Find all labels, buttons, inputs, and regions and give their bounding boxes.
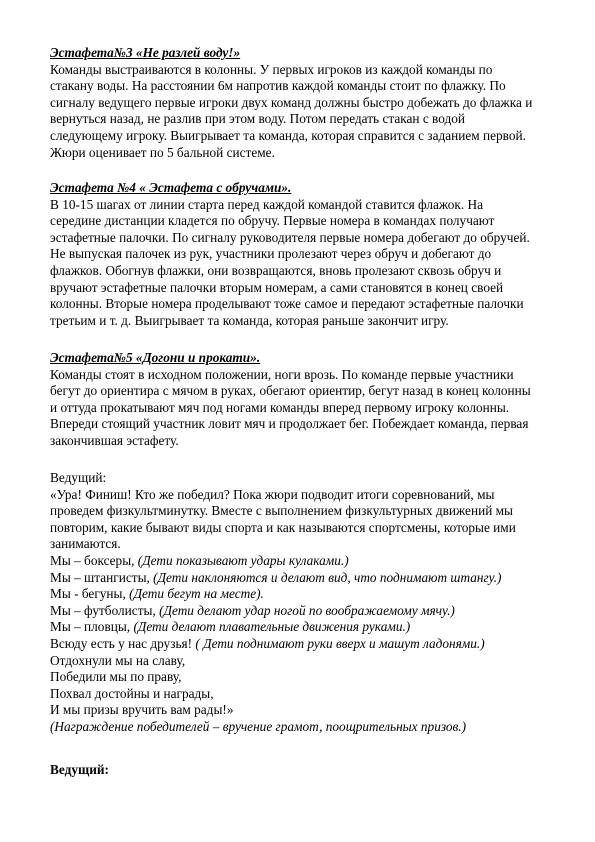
- move-action: ( Дети поднимают руки вверх и машут ладонями.): [195, 635, 485, 651]
- verse-line: Победили мы по праву,: [50, 669, 182, 685]
- relay-4-line: флажков. Обогнув флажки, они возвращаются, вновь пролезают сквозь обруч и: [50, 262, 502, 278]
- host-intro-line: проведем физкультминутку. Вместе с выполнением физкультурных движений мы: [50, 503, 513, 519]
- final-host-heading: Ведущий:: [50, 762, 109, 777]
- relay-3-line: Команды выстраиваются в колонны. У первых игроков из каждой команды по: [50, 61, 493, 77]
- move-line: [50, 619, 565, 636]
- relay-5-section: [50, 350, 565, 450]
- relay-5-line: Команды стоят в исходном положении, ноги врозь. По команде первые участники: [50, 366, 514, 382]
- verse-line: И мы призы вручить вам рады!»: [50, 702, 234, 718]
- move-line: [50, 586, 565, 603]
- relay-5-line: Впереди стоящий участник ловит мяч и продолжает бег. Побеждает команда, первая: [50, 416, 529, 432]
- relay-4-line: вручают эстафетные палочки вторым номерам, а сами становятся в конец своей: [50, 279, 504, 295]
- move-text: Мы – боксеры,: [50, 552, 138, 568]
- move-text: Мы – пловцы,: [50, 619, 134, 635]
- relay-3-line: Жюри оценивает по 5 бальной системе.: [50, 144, 275, 160]
- relay-3-title: Эстафета№3 «Не разлей воду!»: [50, 45, 241, 60]
- relay-3-line: стакану воды. На расстоянии 6м напротив каждой команды стоит по флажку. По: [50, 78, 506, 94]
- move-line: [50, 553, 565, 570]
- relay-5-line: и оттуда прокатывают мяч под ногами команды вперед первому игроку колонны.: [50, 399, 510, 415]
- move-line: [50, 603, 565, 620]
- relay-5-title: Эстафета№5 «Догони и прокати».: [50, 350, 261, 365]
- move-text: Мы – футболисты,: [50, 602, 160, 618]
- verse-line: Похвал достойны и награды,: [50, 685, 214, 701]
- relay-3-section: [50, 45, 565, 161]
- move-line: [50, 570, 565, 587]
- move-line: [50, 636, 565, 653]
- relay-3-line: сигналу ведущего первые игроки двух команд должны быстро добежать до флажка и: [50, 94, 533, 110]
- move-action: (Дети бегут на месте).: [129, 586, 264, 602]
- move-action: (Дети показывают удары кулаками.): [137, 552, 349, 568]
- move-text: Мы – штангисты,: [50, 569, 154, 585]
- host-intro-line: повторим, какие бывают виды спорта и как называются спортсмены, которые ими: [50, 519, 516, 535]
- relay-4-line: середине дистанции кладется по обручу. Первые номера в командах получают: [50, 213, 495, 229]
- relay-5-line: закончившая эстафету.: [50, 432, 179, 448]
- relay-4-line: В 10-15 шагах от линии старта перед каждой командой ставится флажок. На: [50, 196, 483, 212]
- relay-3-line: вернуться назад, не разлив при этом воду. Потом передать стакан с водой: [50, 111, 466, 127]
- relay-4-line: третьим и т. д. Выигрывает та команда, которая раньше закончит игру.: [50, 312, 449, 328]
- relay-5-line: бегут до ориентира с мячом в руках, обегают ориентир, бегут назад в конец колонны: [50, 383, 531, 399]
- host-heading: Ведущий:: [50, 470, 107, 485]
- relay-4-title: Эстафета №4 « Эстафета с обручами».: [50, 180, 292, 195]
- relay-4-line: колонны. Вторые номера проделывают тоже самое и передают эстафетные палочки: [50, 296, 524, 312]
- host-section: [50, 470, 565, 736]
- move-text: Мы - бегуны,: [50, 586, 130, 602]
- host-intro-line: занимаются.: [50, 536, 121, 552]
- move-action: (Дети наклоняются и делают вид, что поднимают штангу.): [153, 569, 502, 585]
- relay-3-line: следующему игроку. Выигрывает та команда, которая справится с заданием первой.: [50, 127, 526, 143]
- move-action: (Дети делают плавательные движения руками.): [133, 619, 411, 635]
- move-action: (Дети делают удар ногой по воображаемому мячу.): [159, 602, 455, 618]
- host-intro-line: «Ура! Финиш! Кто же победил? Пока жюри подводит итоги соревнований, мы: [50, 486, 495, 502]
- verse-line: Отдохнули мы на славу,: [50, 652, 186, 668]
- relay-4-line: эстафетные палочки. По сигналу руководителя первые номера добегают до обручей.: [50, 229, 530, 245]
- relay-4-section: [50, 180, 565, 329]
- move-text: Всюду есть у нас друзья!: [50, 635, 196, 651]
- award-note: (Награждение победителей – вручение грамот, поощрительных призов.): [50, 718, 467, 734]
- relay-4-line: Не выпуская палочек из рук, участники пролезают через обруч и добегают до: [50, 246, 492, 262]
